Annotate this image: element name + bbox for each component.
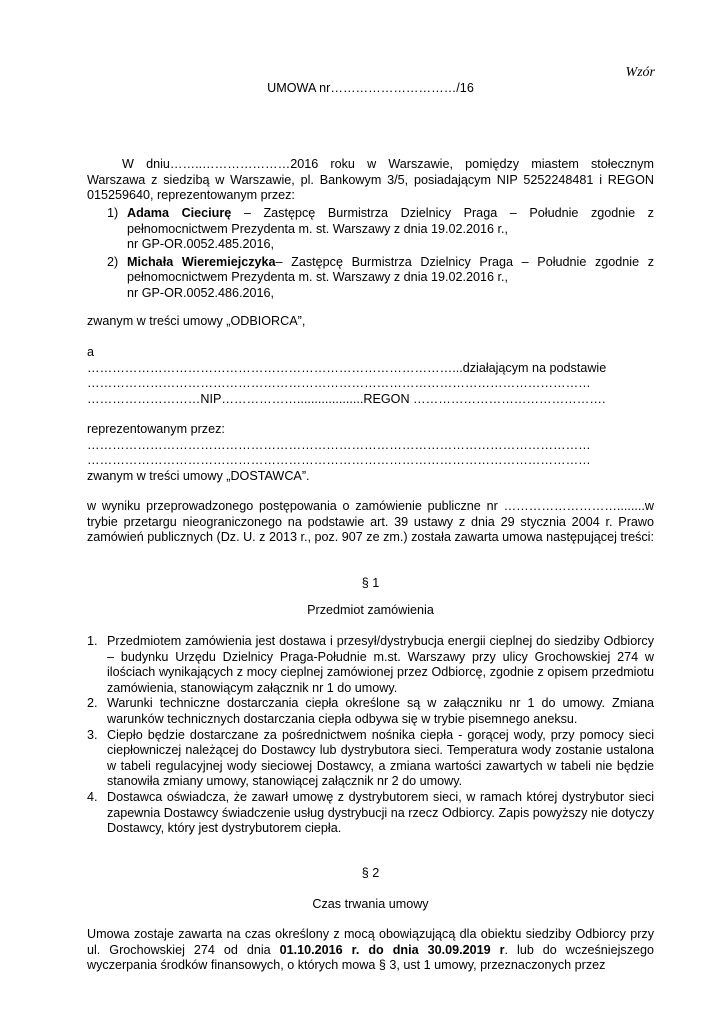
list-item-number: 3.: [87, 727, 98, 742]
list-item-number: 1.: [87, 634, 98, 648]
section-2-number: § 2: [361, 866, 380, 880]
section-1-list: [87, 634, 654, 837]
representative-number: 2): [107, 254, 119, 269]
procedure-paragraph: w wyniku przeprowadzonego postępowania o zamówienie publiczne nr ………………………........w trybie przetargu nieograniczonego na podstawie art. 39 ustawy z dnia 29 stycznia 2004 r. Prawo zamówień publicznych (Dz. U. z 2013 r., poz. 907 ze zm.) została zawarta umowa następującej treści:: [87, 499, 654, 545]
representative-item: [107, 255, 654, 302]
section-1-heading: Przedmiot zamówienia: [307, 603, 434, 617]
list-item-text: Warunki techniczne dostarczania ciepła określone są w załączniku nr 1 do umowy. Zmiana warunków technicznych dostarczania ciepła odbywa się w trybie pisemnego aneksu.: [107, 696, 654, 726]
representative-number: 1): [107, 206, 119, 220]
party-b-name-line: ……………………………………………………………………………...działającym na podstawie: [87, 360, 607, 375]
party-b-basis-line: …………………………………………………………………………………………………………: [87, 376, 591, 391]
representative-name: Adama Cieciurę: [127, 206, 232, 220]
representative-dots-line: …………………………………………………………………………………………………………: [87, 453, 591, 468]
list-item: [87, 790, 654, 837]
representatives-list: [107, 206, 654, 302]
contract-title: UMOWA nr…………………………/16: [267, 81, 474, 95]
list-item-number: 2.: [87, 696, 98, 711]
party-b-nip-regon-line: ………………………NIP………………...................REGON ……………………………………….: [87, 391, 606, 406]
party-b-representation: [87, 422, 654, 484]
section-2-paragraph: [87, 927, 654, 974]
section-2-dates: 01.10.2016 r. do dnia 30.09.2019 r: [279, 942, 505, 957]
section-2-heading: Czas trwania umowy: [312, 897, 429, 911]
intro-paragraph: W dniu……..…………………2016 roku w Warszawie, pomiędzy miastem stołecznym Warszawa z siedzibą w Warszawie, pl. Bankowym 3/5, posiadającym NIP 5252248481 i REGON 015259640, reprezentowanym przez:: [87, 157, 654, 203]
list-item-text: Przedmiotem zamówienia jest dostawa i przesył/dystrybucja energii cieplnej do siedziby Odbiorcy – budynku Urzędu Dzielnicy Praga-Południe m.st. Warszawy przy ulicy Grochowskiej 274 w ilościach wynikających z mocy cieplnej zamówionej przez Odbiorcę, zgodnie z opisem przedmiotu zamówienia, stanowiącym załącznik nr 1 do umowy.: [107, 634, 654, 695]
representative-role: – Zastępcę Burmistrza Dzielnicy Praga – Południe zgodnie z pełnomocnictwem Prezydenta m. st. Warszawy z dnia 19.02.2016 r.,: [127, 254, 655, 285]
section-2-text: Umowa zostaje zawarta na czas określony z mocą obowiązującą dla obiektu siedziby Odbiorcy przy ul. Grochowskiej 274 od dnia: [87, 927, 654, 957]
list-item-text: Ciepło będzie dostarczane za pośrednictwem nośnika ciepła - gorącej wody, przy pomocy sieci ciepłowniczej należącej do Dostawcy lub dystrybutora sieci. Temperatura wody zostanie ustalona w tabeli regulacyjnej wody sieciowej Dostawcy, a zmiana wartości zawartych w tabeli nie będzie stanowiła zmiany umowy, stanowiącej załącznik nr 2 do umowy.: [107, 727, 654, 789]
conjunction: a: [87, 345, 95, 359]
representative-dots-line: …………………………………………………………………………………………………………: [87, 437, 591, 452]
party-b-block: [87, 345, 654, 407]
section-2-text: . lub do wcześniejszego wyczerpania środków finansowych, o których mowa § 3, ust 1 umowy, przeznaczonych przez: [87, 942, 655, 973]
representative-name: Michała Wieremiejczyka: [127, 254, 276, 269]
list-item: [87, 696, 654, 727]
representative-item: [107, 206, 654, 253]
template-label: Wzór: [625, 65, 655, 80]
representative-role: – Zastępcę Burmistrza Dzielnicy Praga – Południe zgodnie z pełnomocnictwem Prezydenta m. st. Warszawy z dnia 19.02.2016 r.,: [127, 206, 654, 236]
representative-ref: nr GP-OR.0052.486.2016,: [127, 285, 275, 300]
list-item: [87, 728, 654, 790]
section-1-number: § 1: [361, 576, 380, 590]
representative-ref: nr GP-OR.0052.485.2016,: [127, 237, 275, 252]
list-item-text: Dostawca oświadcza, że zawarł umowę z dystrybutorem sieci, w ramach której dystrybutor sieci zapewnia Dostawcy świadczenie usług dystrybucji na rzecz Odbiorcy. Zapis powyższy nie dotyczy Dostawcy, który jest dystrybutorem ciepła.: [107, 789, 654, 836]
dostawca-clause: zwanym w treści umowy „DOSTAWCA”.: [87, 468, 310, 483]
list-item-number: 4.: [87, 789, 98, 804]
represented-label: reprezentowanym przez:: [87, 422, 225, 436]
list-item: [87, 634, 654, 696]
odbiorca-clause: zwanym w treści umowy „ODBIORCA”,: [87, 314, 306, 328]
